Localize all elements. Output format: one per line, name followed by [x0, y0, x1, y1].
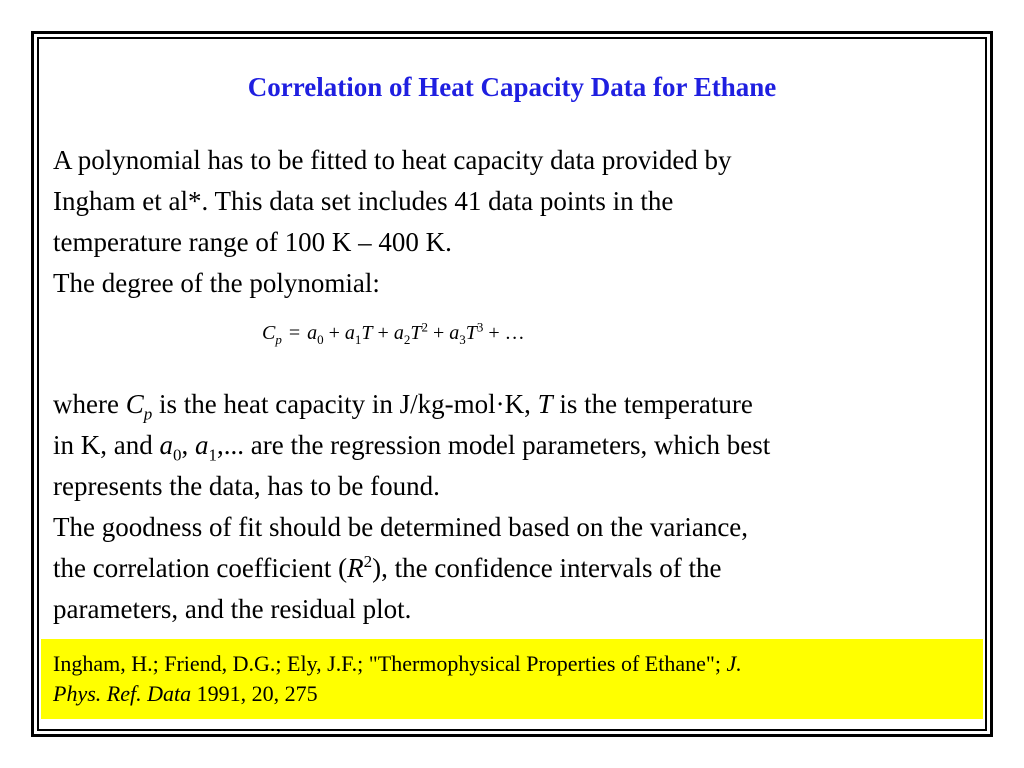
- intro-line-1: A polynomial has to be fitted to heat capacity data provided by: [53, 145, 732, 175]
- reference-journal-j: J.: [726, 651, 742, 676]
- formula-a0: a: [307, 322, 318, 344]
- intro-line-2: Ingham et al*. This data set includes 41 data points in the: [53, 186, 674, 216]
- formula-a2-sub: 2: [403, 332, 411, 347]
- formula-t3: T: [465, 322, 477, 344]
- reference-journal-name: Phys. Ref. Data: [53, 681, 192, 706]
- formula-cp-sub: p: [275, 332, 282, 347]
- formula-t2-sup: 2: [421, 319, 428, 335]
- formula-t3-sup: 3: [476, 319, 484, 335]
- formula-a1: a: [344, 322, 355, 344]
- where-line-2: [53, 425, 973, 466]
- formula-ellipsis: + …: [488, 322, 525, 344]
- reference-authors: Ingham, H.; Friend, D.G.; Ely, J.F.; "Thermophysical Properties of Ethane";: [53, 651, 727, 676]
- formula-plus-3: +: [432, 322, 445, 344]
- where-line-5: [53, 548, 973, 589]
- where-line-1: [53, 384, 973, 425]
- formula-a3-sub: 3: [459, 332, 466, 347]
- formula-t2: T: [410, 322, 422, 344]
- where-a0-sub: 0: [172, 445, 182, 465]
- where-line-6: parameters, and the residual plot.: [53, 594, 412, 624]
- reference-box: [41, 639, 983, 719]
- where-text-5: ,... are the regression model parameters, which best: [216, 430, 771, 460]
- formula-t1: T: [361, 322, 373, 344]
- where-comma: ,: [181, 430, 195, 460]
- slide-title: Correlation of Heat Capacity Data for Ethane: [247, 72, 777, 102]
- intro-line-3: temperature range of 100 K – 400 K.: [53, 227, 452, 257]
- where-text-4: in K, and: [53, 430, 160, 460]
- where-r: R: [347, 553, 364, 583]
- where-r-sup: 2: [363, 552, 373, 571]
- intro-paragraph: [53, 140, 973, 304]
- where-text-9: ), the confidence intervals of the: [372, 553, 722, 583]
- where-line-3: represents the data, has to be found.: [53, 471, 440, 501]
- formula-plus-1: +: [328, 322, 340, 344]
- formula-equals: =: [288, 322, 301, 344]
- where-text-8: the correlation coefficient (: [53, 553, 348, 583]
- formula-a2: a: [393, 322, 404, 344]
- where-text-1: where: [53, 389, 126, 419]
- reference-citation: 1991, 20, 275: [191, 681, 318, 706]
- where-a1: a: [194, 430, 209, 460]
- where-t: T: [537, 389, 553, 419]
- where-line-4: The goodness of fit should be determined based on the variance,: [53, 512, 749, 542]
- formula-plus-2: +: [377, 322, 389, 344]
- where-cp-sub: p: [143, 404, 153, 424]
- where-a1-sub: 1: [208, 445, 217, 465]
- formula-cp: C: [262, 322, 276, 344]
- where-text-3: is the temperature: [552, 389, 753, 419]
- explanation-paragraph: [53, 384, 973, 630]
- where-a0: a: [159, 430, 173, 460]
- formula-a3: a: [449, 322, 460, 344]
- polynomial-formula: [262, 311, 662, 355]
- formula-a0-sub: 0: [317, 332, 324, 347]
- where-cp: C: [125, 389, 144, 419]
- formula-a1-sub: 1: [354, 332, 362, 347]
- where-text-2: is the heat capacity in J/kg-mol·K,: [152, 389, 538, 419]
- intro-line-4: The degree of the polynomial:: [53, 268, 380, 298]
